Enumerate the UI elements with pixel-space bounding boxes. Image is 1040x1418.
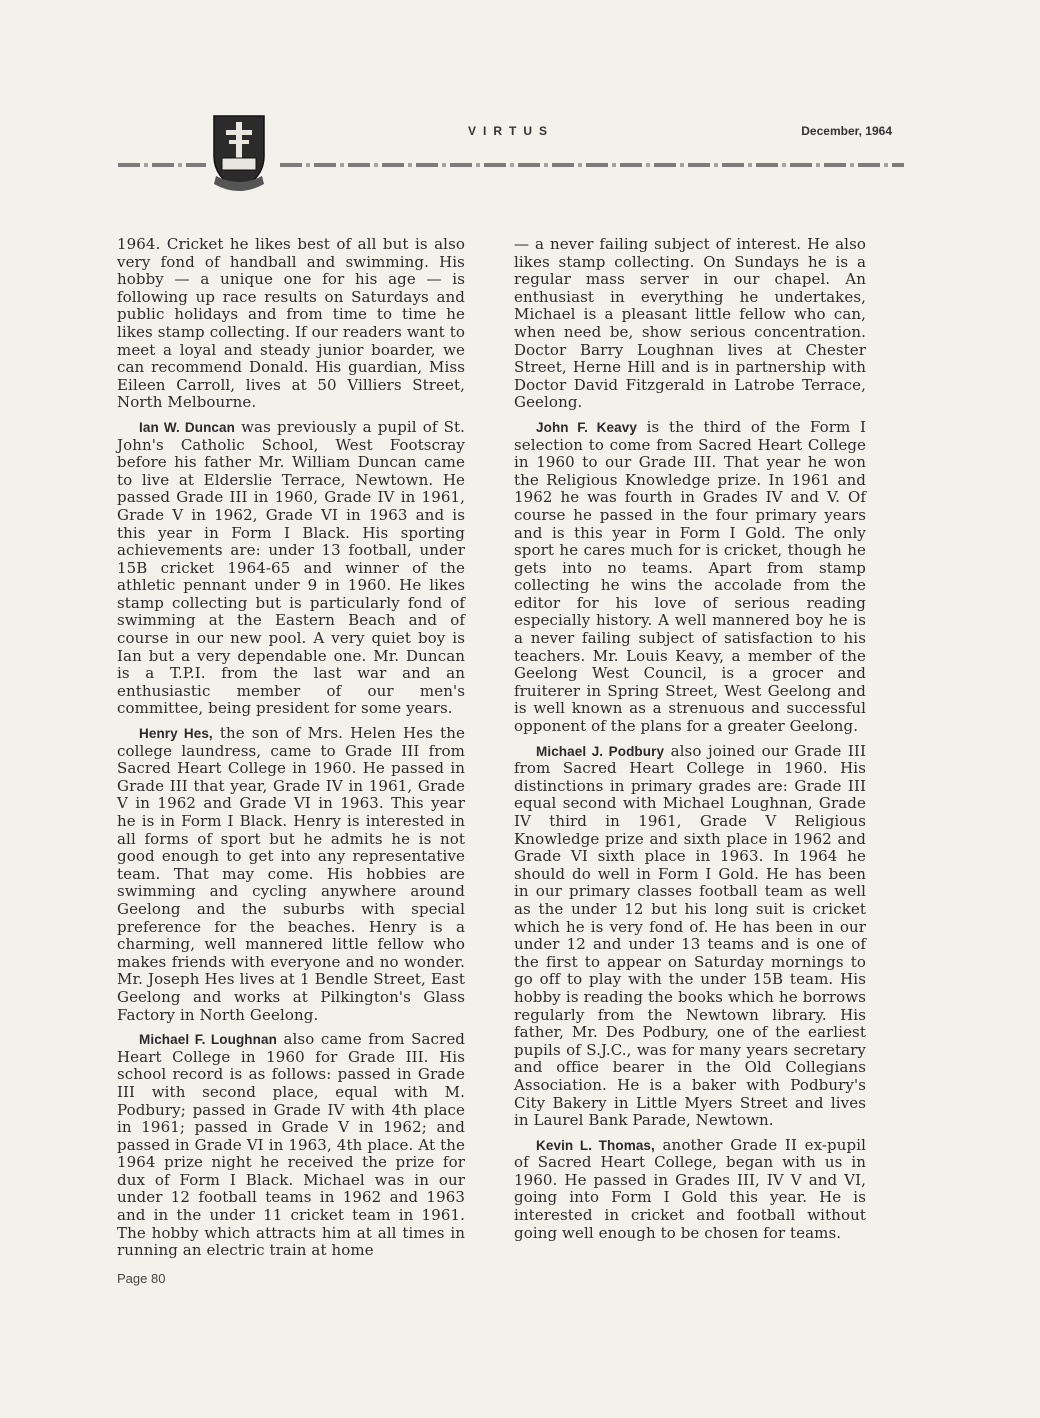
paragraph-text: the son of Mrs. Helen Hes the college laundress, came to Grade III from Sacred Heart College in 1960. He passed in Grade III that year, Grade IV in 1961, Grade V in 1962 and Grade VI in 1963. This year he is in Form I Black. Henry is interested in all forms of sport but he admits he is not good enough to get into any representative team. That may come. His hobbies are swimming and cycling anywhere around Geelong and the suburbs with special preference for the beaches. Henry is a charming, well mannered little fellow who makes friends with everyone and no wonder. Mr. Joseph Hes lives at 1 Bendle Street, East Geelong and works at Pilkington's Glass Factory in North Geelong. <box>117 724 465 1024</box>
header-rule-right <box>280 163 904 167</box>
right-column <box>514 236 866 1249</box>
issue-date: December, 1964 <box>801 124 892 138</box>
header-rule-left <box>118 163 206 167</box>
paragraph <box>117 419 465 718</box>
paragraph-text: also joined our Grade III from Sacred Heart College in 1960. His distinctions in primary grades are: Grade III equal second with Michael Loughnan, Grade IV third in 1961, Grade V Religious Knowledge prize and sixth place in 1962 and Grade VI sixth place in 1963. In 1964 he should do well in Form I Gold. He has been in our primary classes football team as well as the under 12 but his long suit is cricket which he is very fond of. He has been in our under 12 and under 13 teams and is one of the first to appear on Saturday mornings to go off to play with the under 15B team. His hobby is reading the books which he borrows regularly from the Newtown library. His father, Mr. Des Podbury, one of the earliest pupils of S.J.C., was for many years secretary and office bearer in the Old Collegians Association. He is a baker with Podbury's City Bakery in Little Myers Street and lives in Laurel Bank Parade, Newtown. <box>514 741 866 1130</box>
college-crest-icon <box>210 112 268 194</box>
paragraph-text: is the third of the Form I selection to come from Sacred Heart College in 1960 to our Grade III. That year he won the Religious Knowledge prize. In 1961 and 1962 he was fourth in Grades IV and V. Of course he passed in the four primary years and is this year in Form I Gold. The only sport he cares much for is cricket, though he gets into no teams. Apart from stamp collecting he wins the accolade from the editor for his love of serious reading especially history. A well mannered boy he is a never failing subject of satisfaction to his teachers. Mr. Louis Keavy, a member of the Geelong West Council, is a grocer and fruiterer in Spring Street, West Geelong and is well known as a strenuous and successful opponent of the plans for a greater Geelong. <box>514 417 866 736</box>
paragraph-text: 1964. Cricket he likes best of all but is also very fond of handball and swimming. His hobby — a unique one for his age — is following up race results on Saturdays and public holidays and from time to time he likes stamp collecting. If our readers want to meet a loyal and steady junior boarder, we can recommend Donald. His guardian, Miss Eileen Carroll, lives at 50 Villiers Street, North Melbourne. <box>117 235 465 412</box>
paragraph-text: another Grade II ex-pupil of Sacred Heart College, began with us in 1960. He passed in Grades III, IV V and VI, going into Form I Gold this year. He is interested in cricket and football without going well enough to be chosen for teams. <box>514 1135 866 1242</box>
student-name: Michael F. Loughnan <box>139 1032 277 1048</box>
masthead-title: VIRTUS <box>468 124 555 138</box>
student-name: Henry Hes, <box>139 726 213 742</box>
paragraph <box>514 236 866 412</box>
left-column <box>117 236 465 1267</box>
paragraph <box>117 1031 465 1260</box>
paragraph <box>117 725 465 1024</box>
paragraph <box>117 236 465 412</box>
paragraph <box>514 419 866 736</box>
student-name: Michael J. Podbury <box>536 743 665 759</box>
paragraph <box>514 743 866 1130</box>
student-name: Ian W. Duncan <box>139 419 235 435</box>
student-name: Kevin L. Thomas, <box>536 1137 655 1153</box>
paragraph-text: was previously a pupil of St. John's Catholic School, West Footscray before his father Mr. William Duncan came to live at Elderslie Terrace, Newtown. He passed Grade III in 1960, Grade IV in 1961, Grade V in 1962, Grade VI in 1963 and is this year in Form I Black. His sporting achievements are: under 13 football, under 15B cricket 1964-65 and winner of the athletic pennant under 9 in 1960. He likes stamp collecting but is particularly fond of swimming at the Eastern Beach and of course in our new pool. A very quiet boy is Ian but a very dependable one. Mr. Duncan is a T.P.I. from the last war and an enthusiastic member of our men's committee, being president for some years. <box>117 417 466 718</box>
paragraph-text: — a never failing subject of interest. He also likes stamp collecting. On Sundays he is a regular mass server in our chapel. An enthusiast in everything he undertakes, Michael is a pleasant little fellow who can, when need be, show serious concentration. Doctor Barry Loughnan lives at Chester Street, Herne Hill and is in partnership with Doctor David Fitzgerald in Latrobe Terrace, Geelong. <box>514 235 866 412</box>
student-name: John F. Keavy <box>536 419 637 435</box>
paragraph-text: also came from Sacred Heart College in 1960 for Grade III. His school record is as follows: passed in Grade III with second place, equal with M. Podbury; passed in Grade IV with 4th place in 1961; passed in Grade V in 1962; and passed in Grade VI in 1963, 4th place. At the 1964 prize night he received the prize for dux of Form I Black. Michael was in our under 12 football teams in 1962 and 1963 and in the under 11 cricket team in 1961. The hobby which attracts him at all times in running an electric train at home <box>117 1030 466 1260</box>
paragraph <box>514 1137 866 1243</box>
page-number: Page 80 <box>117 1271 166 1286</box>
